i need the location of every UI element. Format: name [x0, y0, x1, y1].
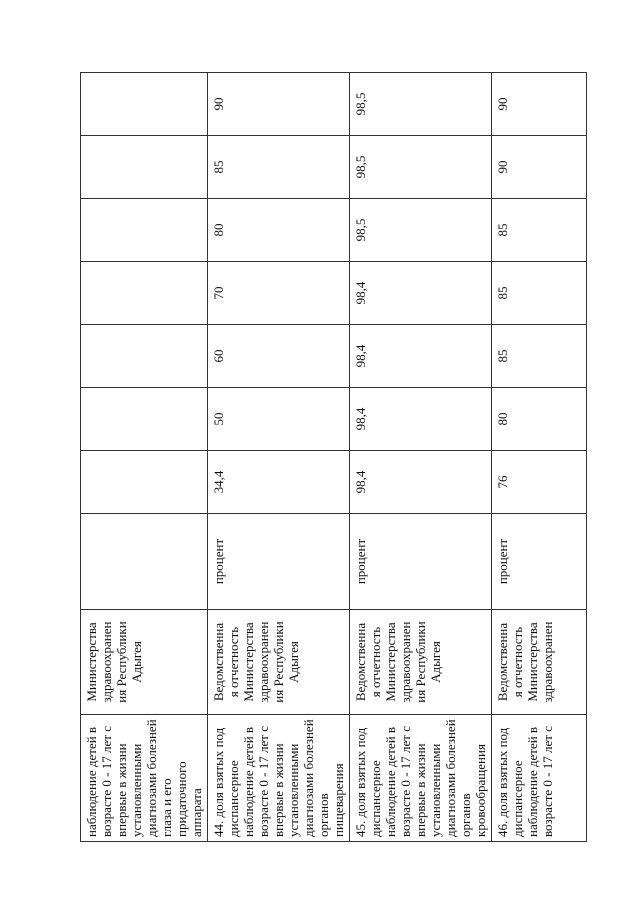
value-cell: 85	[492, 325, 587, 388]
value-cell: 90	[208, 73, 350, 136]
value-cell: 98,4	[350, 451, 492, 514]
value-cell	[81, 451, 208, 514]
value-cell: 90	[492, 73, 587, 136]
data-source: Министерства здравоохранен ия Республики Адыгея	[81, 610, 208, 715]
unit-of-measure	[81, 514, 208, 610]
unit-of-measure: процент	[492, 514, 587, 610]
value-cell: 98,5	[350, 136, 492, 199]
value-cell: 98,4	[350, 262, 492, 325]
value-cell: 70	[208, 262, 350, 325]
value-cell: 85	[208, 136, 350, 199]
indicator-description: 44. доля взятых под диспансерное наблюдение детей в возрасте 0 - 17 лет с впервые в жизни установленными диагнозами болезней органов пищеварения	[208, 715, 350, 842]
indicator-description: 45. доля взятых под диспансерное наблюдение детей в возрасте 0 - 17 лет с впервые в жизни установленными диагнозами болезней органов кровообращения	[350, 715, 492, 842]
data-source: Ведомственна я отчетность Министерства здравоохранен	[492, 610, 587, 715]
value-cell	[81, 325, 208, 388]
value-cell: 80	[492, 388, 587, 451]
indicator-description: 46. доля взятых под диспансерное наблюдение детей в возрасте 0 - 17 лет с	[492, 715, 587, 842]
value-cell: 98,4	[350, 325, 492, 388]
table-row	[81, 73, 208, 842]
table-row	[350, 73, 492, 842]
value-cell: 50	[208, 388, 350, 451]
value-cell: 85	[492, 262, 587, 325]
table-row	[208, 73, 350, 842]
unit-of-measure: процент	[208, 514, 350, 610]
data-source: Ведомственна я отчетность Министерства здравоохранен ия Республики Адыгея	[208, 610, 350, 715]
value-cell: 76	[492, 451, 587, 514]
value-cell: 90	[492, 136, 587, 199]
value-cell	[81, 199, 208, 262]
rotated-page	[80, 73, 554, 842]
value-cell	[81, 262, 208, 325]
value-cell	[81, 73, 208, 136]
indicator-description: наблюдение детей в возрасте 0 - 17 лет с впервые в жизни установленными диагнозами болезней глаза и его придаточного аппарата	[81, 715, 208, 842]
value-cell: 34,4	[208, 451, 350, 514]
value-cell	[81, 388, 208, 451]
table-row	[492, 73, 587, 842]
unit-of-measure: процент	[350, 514, 492, 610]
indicators-table	[80, 72, 587, 842]
data-source: Ведомственна я отчетность Министерства здравоохранен ия Республики Адыгея	[350, 610, 492, 715]
value-cell: 98,4	[350, 388, 492, 451]
value-cell: 85	[492, 199, 587, 262]
value-cell: 98,5	[350, 73, 492, 136]
value-cell	[81, 136, 208, 199]
value-cell: 60	[208, 325, 350, 388]
value-cell: 98,5	[350, 199, 492, 262]
value-cell: 80	[208, 199, 350, 262]
